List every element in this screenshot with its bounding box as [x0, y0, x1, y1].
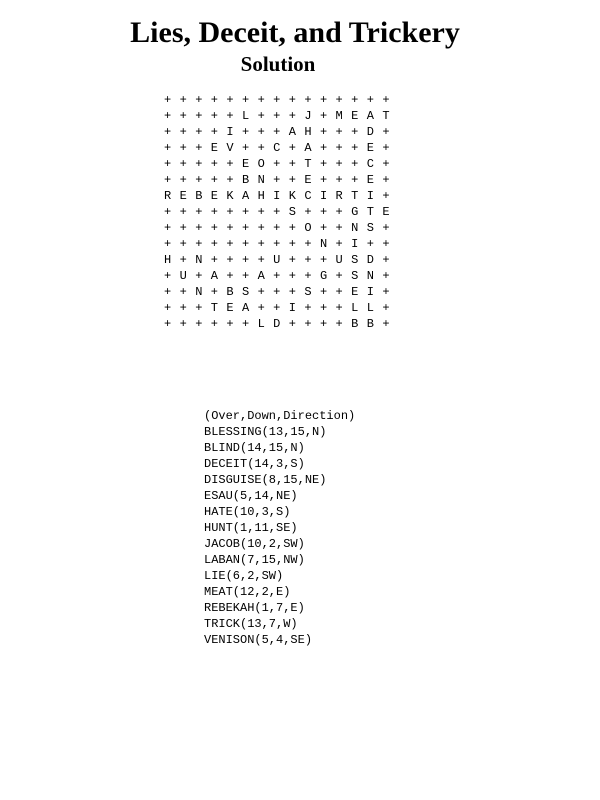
clue-header: (Over,Down,Direction)	[204, 409, 356, 423]
word-search-grid	[164, 92, 398, 332]
grid-row: R E B E K A H I K C I R T I +	[164, 189, 390, 203]
grid-row: + + + + + + + + + + + + + + +	[164, 93, 390, 107]
grid-row: + + + + + + + + + + N + I + +	[164, 237, 390, 251]
grid-row: + + + + + + + + + O + + N S +	[164, 221, 390, 235]
grid-row: + U + A + + A + + + G + S N +	[164, 269, 390, 283]
clue-item: DECEIT(14,3,S)	[204, 457, 305, 471]
clue-item: LIE(6,2,SW)	[204, 569, 284, 583]
grid-row: + + + E V + + C + A + + + E +	[164, 141, 390, 155]
clue-item: LABAN(7,15,NW)	[204, 553, 305, 567]
grid-row: H + N + + + + U + + + U S D +	[164, 253, 390, 267]
clue-item: MEAT(12,2,E)	[204, 585, 291, 599]
grid-row: + + + + I + + + A H + + + D +	[164, 125, 390, 139]
clue-item: BLESSING(13,15,N)	[204, 425, 327, 439]
clue-item: HUNT(1,11,SE)	[204, 521, 298, 535]
clue-item: HATE(10,3,S)	[204, 505, 291, 519]
grid-row: + + + + + B N + + E + + + E +	[164, 173, 390, 187]
grid-row: + + + + + + + + S + + + G T E	[164, 205, 390, 219]
grid-row: + + + T E A + + I + + + L L +	[164, 301, 390, 315]
page-subtitle: Solution	[240, 52, 316, 76]
clue-item: DISGUISE(8,15,NE)	[204, 473, 327, 487]
clue-list	[204, 408, 355, 648]
grid-row: + + N + B S + + + S + + E I +	[164, 285, 390, 299]
grid-row: + + + + + + L D + + + + B B +	[164, 317, 390, 331]
clue-item: REBEKAH(1,7,E)	[204, 601, 305, 615]
clue-item: ESAU(5,14,NE)	[204, 489, 298, 503]
clue-item: JACOB(10,2,SW)	[204, 537, 305, 551]
grid-row: + + + + + L + + + J + M E A T	[164, 109, 390, 123]
page-title: Lies, Deceit, and Trickery	[130, 16, 460, 49]
grid-row: + + + + + E O + + T + + + C +	[164, 157, 390, 171]
clue-item: VENISON(5,4,SE)	[204, 633, 313, 647]
clue-item: TRICK(13,7,W)	[204, 617, 298, 631]
clue-item: BLIND(14,15,N)	[204, 441, 305, 455]
